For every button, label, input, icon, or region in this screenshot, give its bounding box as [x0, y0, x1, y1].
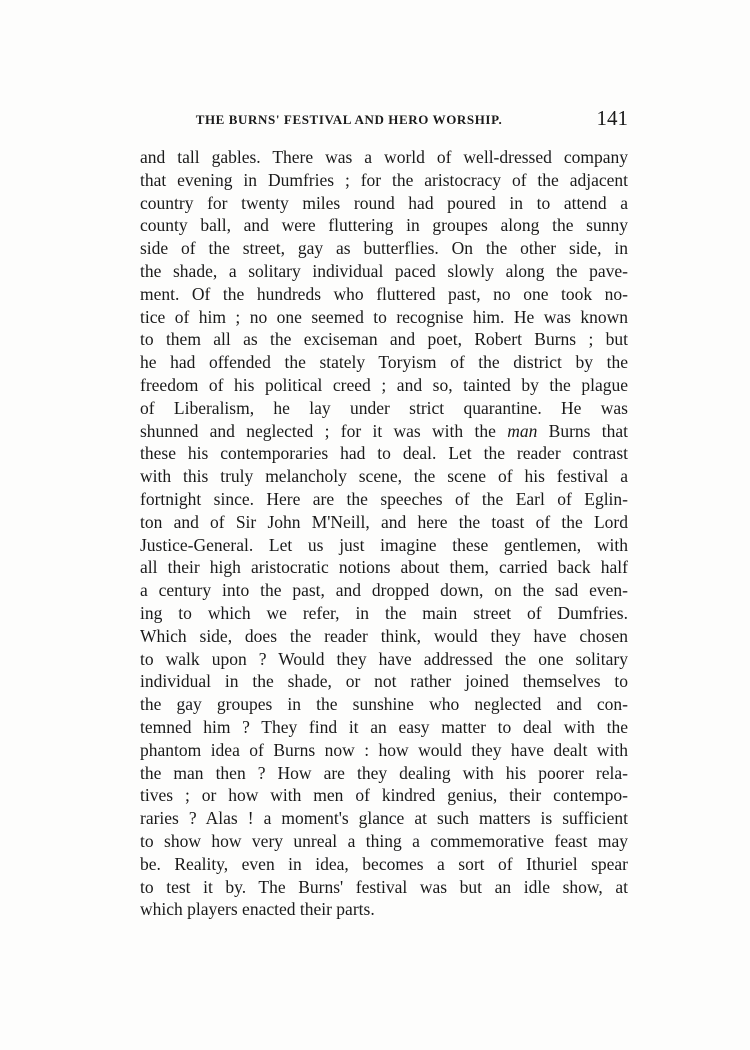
- text-line: temned him ? They find it an easy matter to deal with the: [140, 716, 628, 737]
- text-line: that evening in Dumfries ; for the aristocracy of the adjacent: [140, 169, 628, 190]
- text-line: with this truly melancholy scene, the scene of his festival a: [140, 466, 628, 487]
- text-line: Justice-General. Let us just imagine these gentlemen, with: [140, 534, 628, 555]
- text-line: the gay groupes in the sunshine who neglected and con-: [140, 694, 628, 715]
- text-line: all their high aristocratic notions about them, carried back half: [140, 557, 628, 578]
- text-line: Which side, does the reader think, would they have chosen: [140, 625, 628, 646]
- text-line: raries ? Alas ! a moment's glance at such matters is sufficient: [140, 808, 628, 829]
- text-line: individual in the shade, or not rather joined themselves to: [140, 671, 628, 692]
- text-line: the shade, a solitary individual paced slowly along the pave-: [140, 260, 628, 281]
- body-text: [140, 146, 628, 921]
- text-line: phantom idea of Burns now : how would they have dealt with: [140, 739, 628, 760]
- text-line: ton and of Sir John M'Neill, and here the toast of the Lord: [140, 511, 628, 532]
- italic-word: man: [507, 420, 538, 441]
- text-line: he had offended the stately Toryism of the district by the: [140, 352, 628, 373]
- text-line: country for twenty miles round had poured in to attend a: [140, 192, 628, 213]
- text-line: fortnight since. Here are the speeches of the Earl of Eglin-: [140, 488, 628, 509]
- text-line: of Liberalism, he lay under strict quarantine. He was: [140, 397, 628, 418]
- text-line: to them all as the exciseman and poet, Robert Burns ; but: [140, 329, 628, 350]
- text-line-with-italic: [140, 420, 628, 443]
- text-line: to test it by. The Burns' festival was but an idle show, at: [140, 876, 628, 897]
- page-header: [140, 106, 628, 136]
- text-line: tives ; or how with men of kindred genius, their contempo-: [140, 785, 628, 806]
- text-line: and tall gables. There was a world of well-dressed company: [140, 147, 628, 167]
- text-line: the man then ? How are they dealing with his poorer rela-: [140, 762, 628, 783]
- text-line: ment. Of the hundreds who fluttered past, no one took no-: [140, 283, 628, 304]
- text-line: tice of him ; no one seemed to recognise him. He was known: [140, 306, 628, 327]
- text-line: ing to which we refer, in the main street of Dumfries.: [140, 602, 628, 623]
- text-line: be. Reality, even in idea, becomes a sort of Ithuriel spear: [140, 853, 628, 874]
- text-segment: Burns that: [548, 420, 628, 441]
- text-line: to walk upon ? Would they have addressed the one solitary: [140, 648, 628, 669]
- running-head: THE BURNS' FESTIVAL AND HERO WORSHIP.: [195, 112, 503, 127]
- text-line-last: which players enacted their parts.: [140, 899, 375, 920]
- text-line: a century into the past, and dropped down, on the sad even-: [140, 580, 628, 601]
- text-line: county ball, and were fluttering in groupes along the sunny: [140, 215, 628, 236]
- text-line: freedom of his political creed ; and so, tainted by the plague: [140, 374, 628, 395]
- text-line: side of the street, gay as butterflies. On the other side, in: [140, 238, 628, 259]
- text-segment: shunned and neglected ; for it was with the: [140, 420, 496, 441]
- text-line: these his contemporaries had to deal. Let the reader contrast: [140, 443, 628, 464]
- text-line: to show how very unreal a thing a commemorative feast may: [140, 830, 628, 851]
- page-number: 141: [596, 106, 628, 130]
